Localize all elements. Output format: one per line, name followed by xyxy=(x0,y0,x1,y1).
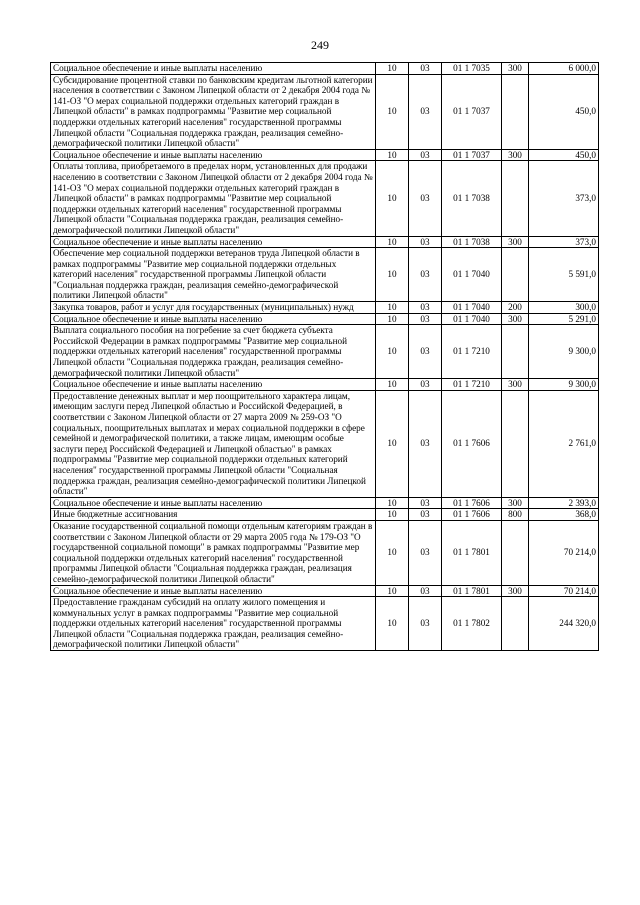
table-row xyxy=(51,520,599,585)
row-code-cell: 01 1 7210 xyxy=(442,325,502,379)
row-amount-cell: 450,0 xyxy=(529,74,599,149)
row-name-cell: Оплаты топлива, приобретаемого в пределах норм, установленных для продажи населению в соответствии с Законом Липецкой области от 2 декабря 2004 года № 141-ОЗ "О мерах социальной поддержки отдельных категорий граждан в Липецкой области" в рамках подпрограммы "Развитие мер социальной поддержки отдельных категорий населения" государственной программы Липецкой области "Социальная поддержка граждан, реализация семейно-демографической политики Липецкой области" xyxy=(51,161,376,236)
row-subsection-cell: 03 xyxy=(409,236,442,248)
row-type-cell xyxy=(502,597,529,651)
table-row xyxy=(51,63,599,75)
row-code-cell: 01 1 7606 xyxy=(442,497,502,509)
table-row xyxy=(51,597,599,651)
row-amount-cell: 368,0 xyxy=(529,509,599,521)
row-section-cell: 10 xyxy=(376,325,409,379)
row-section-cell: 10 xyxy=(376,248,409,302)
row-section-cell: 10 xyxy=(376,379,409,391)
row-code-cell: 01 1 7801 xyxy=(442,585,502,597)
row-section-cell: 10 xyxy=(376,63,409,75)
row-subsection-cell: 03 xyxy=(409,63,442,75)
row-code-cell: 01 1 7210 xyxy=(442,379,502,391)
row-section-cell: 10 xyxy=(376,585,409,597)
table-row xyxy=(51,325,599,379)
row-subsection-cell: 03 xyxy=(409,509,442,521)
row-name-cell: Субсидирование процентной ставки по банковским кредитам льготной категории населения в соответствии с Законом Липецкой области от 2 декабря 2004 года № 141-ОЗ "О мерах социальной поддержки отдельных категорий граждан в Липецкой области" в рамках подпрограммы "Развитие мер социальной поддержки отдельных категорий населения" государственной программы Липецкой области "Социальная поддержка граждан, реализация семейно-демографической политики Липецкой области" xyxy=(51,74,376,149)
row-code-cell: 01 1 7040 xyxy=(442,248,502,302)
row-subsection-cell: 03 xyxy=(409,497,442,509)
table-row xyxy=(51,161,599,236)
table-row xyxy=(51,248,599,302)
row-name-cell: Социальное обеспечение и иные выплаты населению xyxy=(51,497,376,509)
row-name-cell: Оказание государственной социальной помощи отдельным категориям граждан в соответствии с Законом Липецкой области от 29 марта 2005 года № 179-ОЗ "О государственной социальной помощи" в рамках подпрограммы "Развитие мер социальной поддержки отдельных категорий населения" государственной программы Липецкой области "Социальная поддержка граждан, реализация семейно-демографической политики Липецкой области" xyxy=(51,520,376,585)
row-name-cell: Обеспечение мер социальной поддержки ветеранов труда Липецкой области в рамках подпрограммы "Развитие мер социальной поддержки отдельных категорий населения" государственной программы Липецкой области "Социальная поддержка граждан, реализация семейно-демографической политики Липецкой области" xyxy=(51,248,376,302)
row-amount-cell: 70 214,0 xyxy=(529,585,599,597)
row-name-cell: Выплата социального пособия на погребение за счет бюджета субъекта Российской Федерации в рамках подпрограммы "Развитие мер социальной поддержки отдельных категорий населения" государственной программы Липецкой области "Социальная поддержка граждан, реализация семейно-демографической политики Липецкой области" xyxy=(51,325,376,379)
table-row xyxy=(51,74,599,149)
row-code-cell: 01 1 7037 xyxy=(442,149,502,161)
row-code-cell: 01 1 7038 xyxy=(442,161,502,236)
row-subsection-cell: 03 xyxy=(409,248,442,302)
row-subsection-cell: 03 xyxy=(409,379,442,391)
row-code-cell: 01 1 7606 xyxy=(442,509,502,521)
row-type-cell xyxy=(502,390,529,497)
row-section-cell: 10 xyxy=(376,302,409,314)
table-row xyxy=(51,585,599,597)
row-type-cell xyxy=(502,520,529,585)
row-subsection-cell: 03 xyxy=(409,597,442,651)
row-code-cell: 01 1 7802 xyxy=(442,597,502,651)
row-name-cell: Социальное обеспечение и иные выплаты населению xyxy=(51,379,376,391)
row-type-cell: 300 xyxy=(502,379,529,391)
row-amount-cell: 70 214,0 xyxy=(529,520,599,585)
row-code-cell: 01 1 7035 xyxy=(442,63,502,75)
row-section-cell: 10 xyxy=(376,509,409,521)
row-name-cell: Предоставление гражданам субсидий на оплату жилого помещения и коммунальных услуг в рамках подпрограммы "Развитие мер социальной поддержки отдельных категорий населения" государственной программы Липецкой области "Социальная поддержка граждан, реализация семейно-демографической политики Липецкой области" xyxy=(51,597,376,651)
row-amount-cell: 5 291,0 xyxy=(529,313,599,325)
row-type-cell: 200 xyxy=(502,302,529,314)
row-section-cell: 10 xyxy=(376,74,409,149)
row-section-cell: 10 xyxy=(376,149,409,161)
row-amount-cell: 300,0 xyxy=(529,302,599,314)
row-type-cell xyxy=(502,325,529,379)
row-type-cell xyxy=(502,161,529,236)
row-amount-cell: 9 300,0 xyxy=(529,325,599,379)
row-type-cell: 800 xyxy=(502,509,529,521)
row-type-cell: 300 xyxy=(502,236,529,248)
row-type-cell: 300 xyxy=(502,585,529,597)
row-amount-cell: 244 320,0 xyxy=(529,597,599,651)
row-amount-cell: 450,0 xyxy=(529,149,599,161)
table-row xyxy=(51,390,599,497)
row-subsection-cell: 03 xyxy=(409,325,442,379)
row-amount-cell: 2 761,0 xyxy=(529,390,599,497)
row-amount-cell: 373,0 xyxy=(529,161,599,236)
row-code-cell: 01 1 7038 xyxy=(442,236,502,248)
row-section-cell: 10 xyxy=(376,161,409,236)
row-section-cell: 10 xyxy=(376,497,409,509)
row-subsection-cell: 03 xyxy=(409,161,442,236)
table-row xyxy=(51,379,599,391)
row-code-cell: 01 1 7606 xyxy=(442,390,502,497)
row-subsection-cell: 03 xyxy=(409,302,442,314)
row-section-cell: 10 xyxy=(376,313,409,325)
row-amount-cell: 9 300,0 xyxy=(529,379,599,391)
budget-table xyxy=(50,62,599,651)
row-type-cell: 300 xyxy=(502,63,529,75)
row-subsection-cell: 03 xyxy=(409,390,442,497)
row-type-cell xyxy=(502,74,529,149)
row-code-cell: 01 1 7040 xyxy=(442,302,502,314)
row-type-cell: 300 xyxy=(502,313,529,325)
row-amount-cell: 373,0 xyxy=(529,236,599,248)
row-name-cell: Социальное обеспечение и иные выплаты населению xyxy=(51,313,376,325)
row-code-cell: 01 1 7040 xyxy=(442,313,502,325)
table-row xyxy=(51,497,599,509)
table-row xyxy=(51,313,599,325)
row-name-cell: Социальное обеспечение и иные выплаты населению xyxy=(51,63,376,75)
table-row xyxy=(51,302,599,314)
row-section-cell: 10 xyxy=(376,520,409,585)
row-type-cell xyxy=(502,248,529,302)
row-type-cell: 300 xyxy=(502,149,529,161)
row-name-cell: Социальное обеспечение и иные выплаты населению xyxy=(51,585,376,597)
row-amount-cell: 5 591,0 xyxy=(529,248,599,302)
row-name-cell: Социальное обеспечение и иные выплаты населению xyxy=(51,236,376,248)
row-subsection-cell: 03 xyxy=(409,74,442,149)
row-subsection-cell: 03 xyxy=(409,313,442,325)
row-name-cell: Иные бюджетные ассигнования xyxy=(51,509,376,521)
row-code-cell: 01 1 7037 xyxy=(442,74,502,149)
budget-table-body xyxy=(51,63,599,651)
row-subsection-cell: 03 xyxy=(409,585,442,597)
table-row xyxy=(51,149,599,161)
row-subsection-cell: 03 xyxy=(409,520,442,585)
row-subsection-cell: 03 xyxy=(409,149,442,161)
row-section-cell: 10 xyxy=(376,390,409,497)
table-row xyxy=(51,509,599,521)
row-code-cell: 01 1 7801 xyxy=(442,520,502,585)
row-amount-cell: 6 000,0 xyxy=(529,63,599,75)
row-amount-cell: 2 393,0 xyxy=(529,497,599,509)
row-name-cell: Социальное обеспечение и иные выплаты населению xyxy=(51,149,376,161)
table-row xyxy=(51,236,599,248)
row-name-cell: Предоставление денежных выплат и мер поощрительного характера лицам, имеющим заслуги перед Липецкой областью и Российской Федерацией, в соответствии с Законом Липецкой области от 27 марта 2009 № 259-ОЗ "О социальных, поощрительных выплатах и мерах социальной поддержки в сфере семейной и демографической политики, а также лицам, имеющим особые заслуги перед Российской Федерацией и Липецкой областью" в рамках подпрограммы "Развитие мер социальной поддержки отдельных категорий населения" государственной программы Липецкой области "Социальная поддержка граждан, реализация семейно-демографической политики Липецкой области" xyxy=(51,390,376,497)
row-type-cell: 300 xyxy=(502,497,529,509)
page-number: 249 xyxy=(311,38,329,52)
row-section-cell: 10 xyxy=(376,597,409,651)
row-section-cell: 10 xyxy=(376,236,409,248)
row-name-cell: Закупка товаров, работ и услуг для государственных (муниципальных) нужд xyxy=(51,302,376,314)
